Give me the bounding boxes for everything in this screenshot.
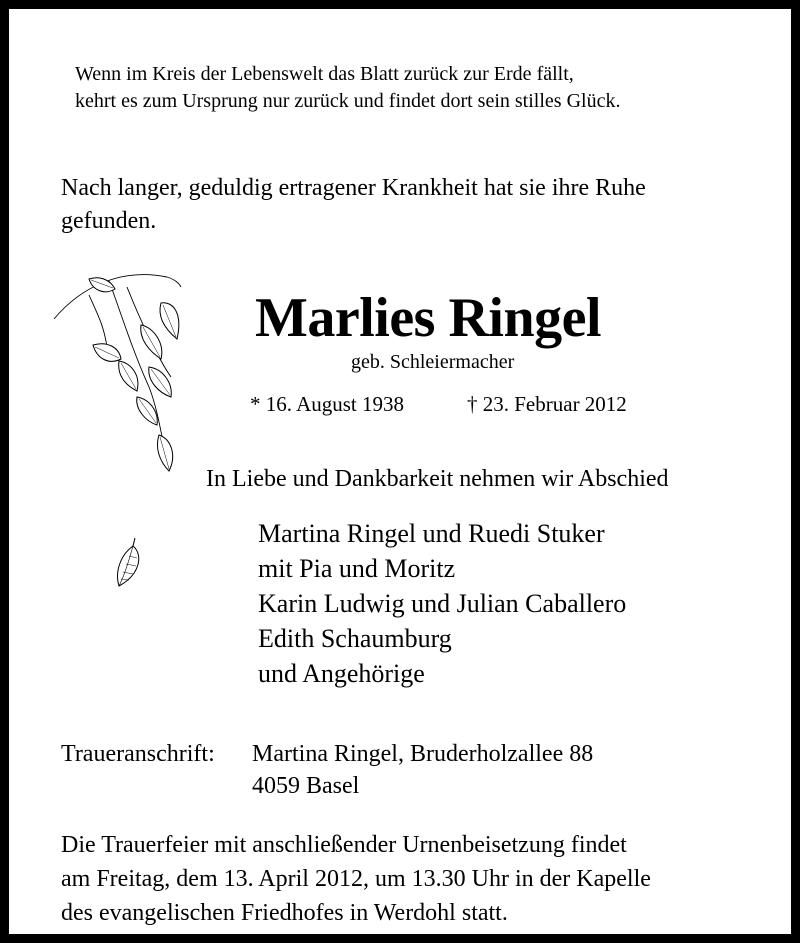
ceremony-line-2: am Freitag, dem 13. April 2012, um 13.30 Uhr in der Kapelle [61,866,651,892]
maiden-name: geb. Schleiermacher [351,351,515,373]
ceremony-line-1: Die Trauerfeier mit anschließender Urnenbeisetzung findet [61,832,627,858]
ceremony-info [61,828,651,930]
mourner-entry: Martina Ringel und Ruedi Stuker [258,519,605,548]
motto-line-2: kehrt es zum Ursprung nur zurück und findet dort sein stilles Glück. [75,90,621,112]
intro-line-1: Nach langer, geduldig ertragener Krankheit hat sie ihre Ruhe [61,175,646,201]
mourner-entry: und Angehörige [258,659,425,688]
address-label: Traueranschrift: [61,741,215,767]
death-date: † 23. Februar 2012 [467,392,627,416]
mourner-entry: Edith Schaumburg [258,624,452,653]
farewell-text: In Liebe und Dankbarkeit nehmen wir Abschied [206,466,669,492]
mourner-entry: Karin Ludwig und Julian Caballero [258,589,627,618]
intro-line-2: gefunden. [61,208,157,234]
mourners-list [258,516,626,691]
address-line-2: 4059 Basel [252,773,360,799]
falling-leaf-icon [109,534,149,594]
motto-verse [75,61,620,115]
birth-date: * 16. August 1938 [250,392,405,416]
deceased-name: Marlies Ringel [255,287,602,349]
address-line-1: Martina Ringel, Bruderholzallee 88 [252,741,594,767]
mourner-entry: mit Pia und Moritz [258,554,456,583]
motto-line-1: Wenn im Kreis der Lebenswelt das Blatt zurück zur Erde fällt, [75,63,574,85]
intro-text [61,172,646,238]
birch-branch-icon [49,267,199,477]
ceremony-line-3: des evangelischen Friedhofes in Werdohl statt. [61,900,508,926]
